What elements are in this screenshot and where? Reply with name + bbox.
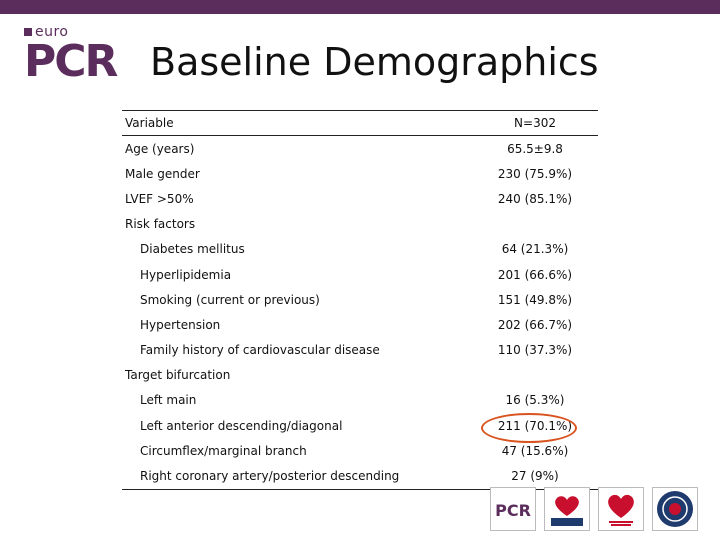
table-row [122,237,598,262]
row-label: Hypertension [140,317,221,332]
pcr-logo-icon [493,495,533,523]
table-row [122,338,598,363]
section-label: Risk factors [125,217,196,232]
logo-pcr-text: PCR [24,36,117,87]
row-label: LVEF >50% [125,191,194,206]
esc-heart-icon [601,490,641,528]
esc-logo [598,487,644,531]
row-label: Smoking (current or previous) [140,292,320,307]
row-label: Left anterior descending/diagonal [140,418,343,433]
table-row [122,262,598,287]
row-value: 64 (21.3%) [501,242,569,257]
table-row [122,312,598,337]
row-label: Family history of cardiovascular disease [140,343,380,358]
row-label: Hyperlipidemia [140,267,232,282]
eapci-logo [544,487,590,531]
page-title: Baseline Demographics [150,40,599,84]
row-value: 201 (66.6%) [497,267,573,282]
row-value: 240 (85.1%) [497,191,573,206]
row-value: 211 (70.1%) [497,418,573,433]
row-label: Age (years) [125,141,195,156]
row-value [472,212,598,237]
europcr-logo [24,24,117,87]
row-label: Circumflex/marginal branch [140,443,307,458]
eacts-logo [652,487,698,531]
logo-euro-text: euro [35,24,69,40]
column-header-variable: Variable [122,111,472,136]
eacts-seal-icon [655,489,695,529]
row-value: 65.5±9.8 [507,141,563,156]
table-row [122,463,598,489]
logo-square-icon [24,28,32,36]
column-header-n: N=302 [472,111,598,136]
table-row [122,186,598,211]
row-value: 27 (9%) [472,463,598,489]
row-value: 110 (37.3%) [497,343,573,358]
pcr-footer-logo [490,487,536,531]
eapci-heart-icon [547,490,587,528]
section-label: Target bifurcation [125,368,231,383]
row-value: 47 (15.6%) [501,443,569,458]
row-value: 202 (66.7%) [497,317,573,332]
svg-text:PCR: PCR [495,501,531,520]
row-label: Diabetes mellitus [140,242,245,257]
row-value: 230 (75.9%) [497,166,573,181]
table-row [122,287,598,312]
footer-logos [490,487,698,531]
row-label: Male gender [125,166,200,181]
section-header-row [122,212,598,237]
table-row [122,136,598,162]
highlight-circle [481,413,577,443]
row-value: 16 (5.3%) [505,393,565,408]
table-header-row [122,111,598,136]
table-row [122,388,598,413]
top-bar [0,0,720,14]
row-label: Right coronary artery/posterior descending [122,463,472,489]
table-row [122,161,598,186]
row-label: Left main [140,393,197,408]
section-header-row [122,363,598,388]
row-value: 151 (49.8%) [497,292,573,307]
row-value [472,363,598,388]
